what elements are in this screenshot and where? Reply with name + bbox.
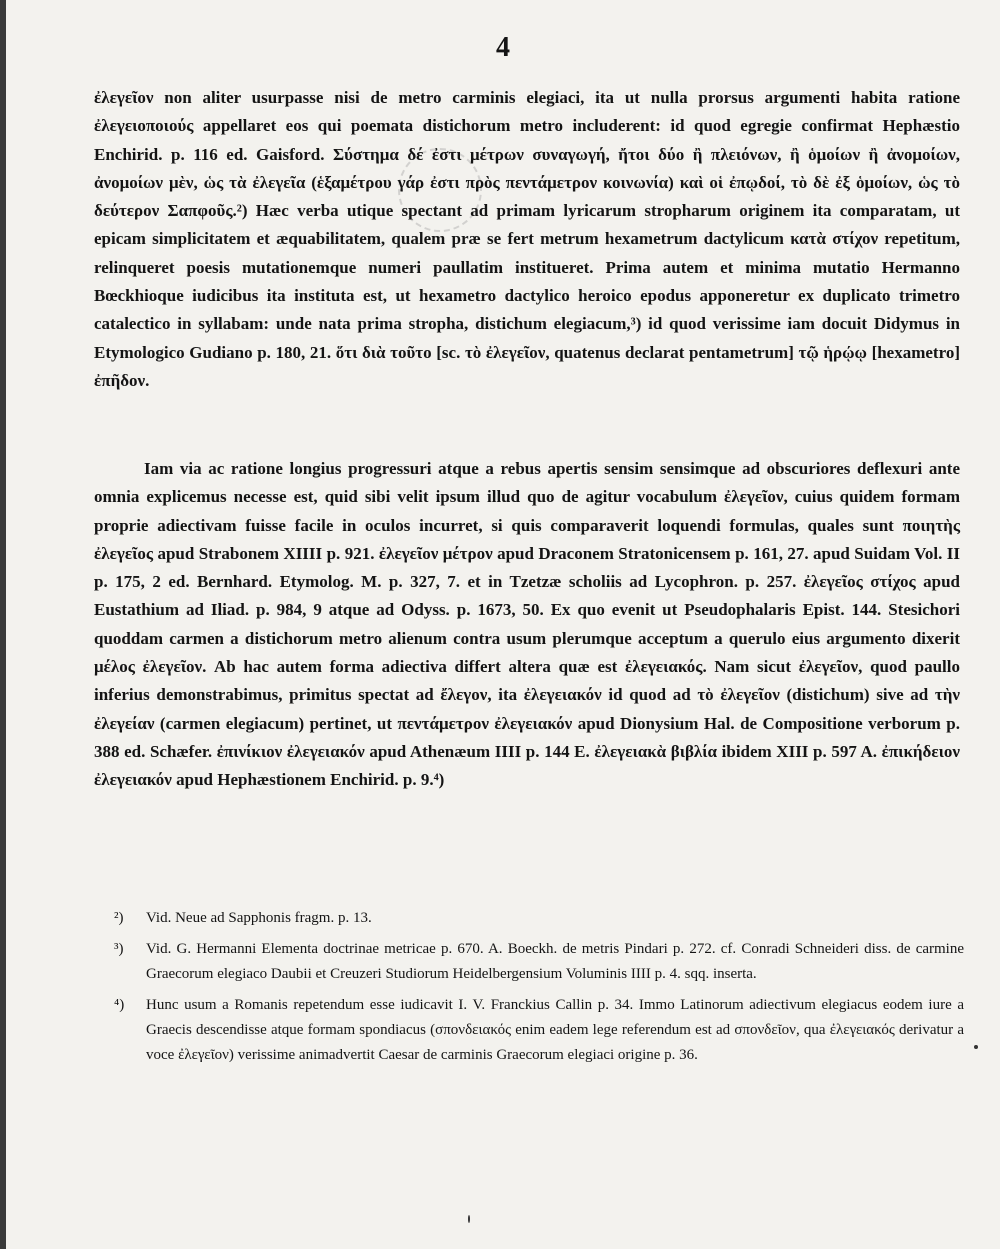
body-paragraph-2: Iam via ac ratione longius progressuri atque a rebus apertis sensim sensimque ad obscuriores deflexuri ante omnia explicemus necesse est, quid sibi velit ipsum illud quo de agitur vocabulum ἐλεγεῖον, cuius quidem formam proprie adiectivam fuisse facile in oculos incurret, si quis comparaverit loquendi formulas, quales sunt ποιητὴς ἐλεγεῖος apud Strabonem XIIII p. 921. ἐλεγεῖον μέτρον apud Draconem Stratonicensem p. 161, 27. apud Suidam Vol. II p. 175, 2 ed. Bernhard. Etymolog. M. p. 327, 7. et in Tzetzæ scholiis ad Lycophron. p. 257. ἐλεγεῖος στίχος apud Eustathium ad Iliad. p. 984, 9 atque ad Odyss. p. 1673, 50. Ex quo evenit ut Pseudophalaris Epist. 144. Stesichori quoddam carmen a distichorum metro alienum contra usum plerumque acceptum a querulo eius argumento dixerit μέλος ἐλεγεῖον. Ab hac autem forma adiectiva differt altera quæ est ἐλεγειακός. Nam sicut ἐλεγεῖον, quod paullo inferius demonstrabimus, primitus spectat ad ἔλεγον, ita ἐλεγειακόν id quod ad τὸ ἐλεγεῖον (distichum) sive ad τὴν ἐλεγείαν (carmen elegiacum) pertinet, ut πεντάμετρον ἐλεγειακόν apud Dionysium Hal. de Compositione verborum p. 388 ed. Schæfer. ἐπινίκιον ἐλεγειακόν apud Athenæum IIII p. 144 E. ἐλεγειακὰ βιβλία ibidem XIII p. 597 A. ἐπικήδειον ἐλεγειακόν apud Hephæstionem Enchirid. p. 9.⁴) bbox=[94, 459, 960, 790]
body-paragraph-1: ἐλεγεῖον non aliter usurpasse nisi de metro carminis elegiaci, ita ut nulla prorsus argumenti habita ratione ἐλεγειοποιούς appellaret eos qui poemata distichorum metro includerent: id quod egregie confirmat Hephæstio Enchirid. p. 116 ed. Gaisford. Σύστημα δέ ἐστι μέτρων συναγωγή, ἤτοι δύο ἢ πλειόνων, ἢ ὁμοίων ἢ ἀνομοίων, ἀνομοίων μὲν, ὡς τὰ ἐλεγεῖα (ἑξαμέτρου γάρ ἐστι πρὸς πεντάμετρον κοινωνία) καὶ οἱ ἐπῳδοί, τὸ δὲ ἐξ ὁμοίων, ὡς τὸ δεύτερον Σαπφοῦς.²) Hæc verba utique spectant ad primam lyricarum stropharum originem ita comparatam, ut epicam simplicitatem et æquabilitatem, qualem præ se fert metrum hexametrum dactylicum κατὰ στίχον repetitum, relinqueret poesis mutationemque numeri paullatim institueret. Prima autem et minima mutatio Hermanno Bœckhioque iudicibus ita instituta est, ut hexametro dactylico heroico epodus apponeretur ex duplicato trimetro catalectico in syllabam: unde nata prima stropha, distichum elegiacum,³) id quod verissime iam docuit Didymus in Etymologico Gudiano p. 180, 21. ὅτι διὰ τοῦτο [sc. τὸ ἐλεγεῖον, quatenus declarat pentametrum] τῷ ἡρῴῳ [hexametro] ἐπῆδον. bbox=[94, 88, 960, 390]
ink-speck bbox=[468, 1215, 470, 1223]
body-paragraph-1-block bbox=[94, 84, 960, 395]
footnote-3 bbox=[114, 937, 964, 987]
ink-speck bbox=[974, 1045, 978, 1049]
body-paragraph-2-block bbox=[94, 455, 960, 795]
footnote-mark: ³) bbox=[114, 941, 124, 957]
footnote-4 bbox=[114, 993, 964, 1068]
footnote-mark: ²) bbox=[114, 910, 124, 926]
footnote-mark: ⁴) bbox=[114, 997, 125, 1013]
footnote-text: Vid. G. Hermanni Elementa doctrinae metricae p. 670. A. Boeckh. de metris Pindari p. 272. cf. Conradi Schneideri diss. de carmine Graecorum elegiaco Daubii et Creuzeri Studiorum Heidelbergensium Voluminis IIII p. 4. sqq. inserta. bbox=[146, 941, 964, 982]
footnote-text: Hunc usum a Romanis repetendum esse iudicavit I. V. Franckius Callin p. 34. Immo Latinorum adiectivum elegiacus eodem iure a Graecis descendisse atque formam spondiacus (σπονδειακός enim eadem lege referendum est ad σπονδεῖον, qua ἐλεγειακός derivatur a voce ἐλεγεῖον) verissime animadvertit Caesar de carminis Graecorum elegiaci origine p. 36. bbox=[146, 997, 964, 1063]
footnotes bbox=[114, 906, 964, 1074]
page-number: 4 bbox=[496, 32, 510, 63]
footnote-text: Vid. Neue ad Sapphonis fragm. p. 13. bbox=[146, 910, 372, 926]
footnote-2 bbox=[114, 906, 964, 931]
